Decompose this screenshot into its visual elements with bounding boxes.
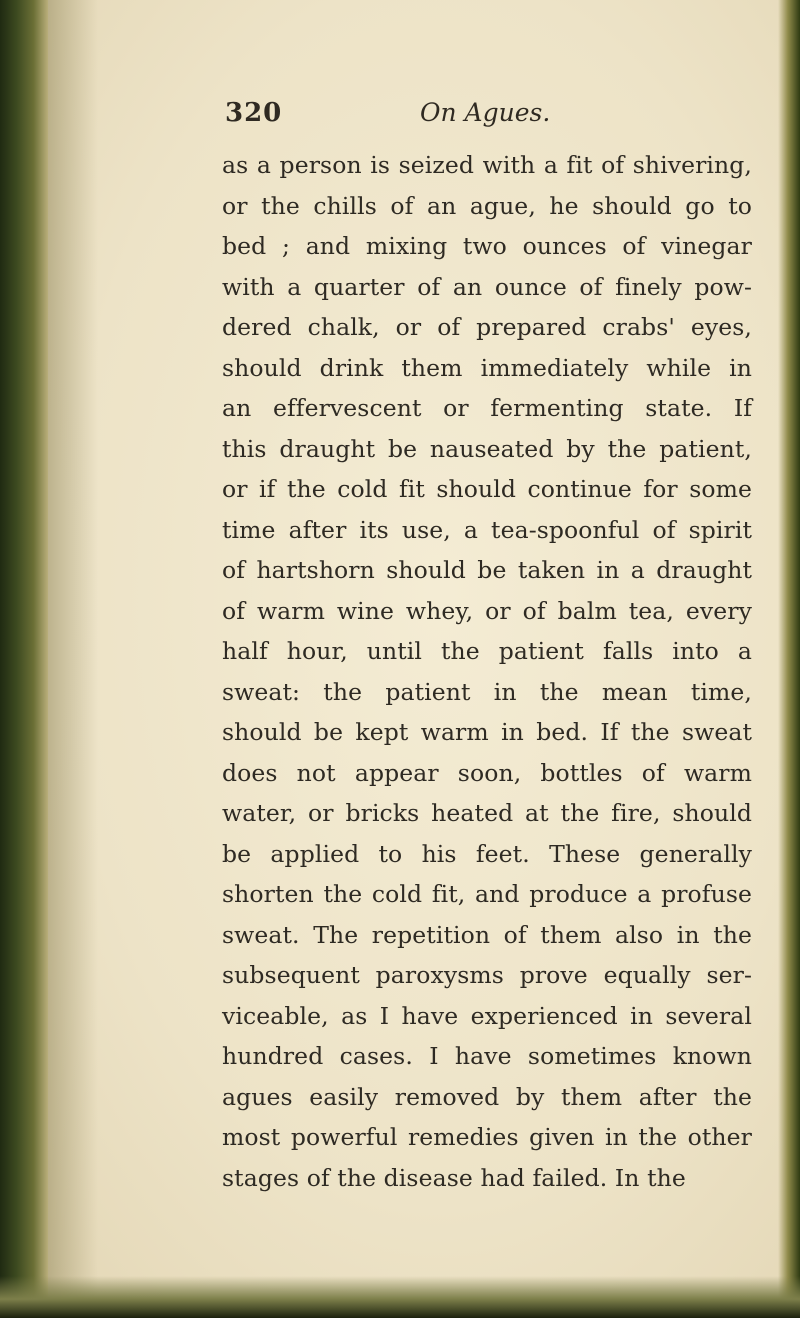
text-line: agues easily removed by them after the [222, 1082, 752, 1111]
text-line: sweat. The repetition of them also in the [222, 920, 752, 949]
text-line: water, or bricks heated at the fire, should [222, 799, 752, 827]
text-line: this draught be nauseated by the patient, [222, 434, 752, 463]
text-line: shorten the cold fit, and produce a profuse [222, 880, 752, 908]
text-line: as a person is seized with a fit of shivering, [222, 151, 752, 179]
text-line: bed ; and mixing two ounces of vinegar [222, 232, 752, 260]
gutter-fade [48, 0, 98, 1318]
text-line: viceable, as I have experienced in several [222, 1001, 752, 1030]
text-line: half hour, until the patient falls into a [222, 637, 752, 665]
text-line: hundred cases. I have sometimes known [222, 1042, 752, 1070]
text-line: be applied to his feet. These generally [222, 839, 752, 868]
page-edge-shadow [778, 0, 800, 1318]
text-line: time after its use, a tea-spoonful of spirit [222, 515, 752, 544]
text-line: dered chalk, or of prepared crabs' eyes, [222, 313, 752, 341]
book-binding-shadow [0, 0, 48, 1318]
page-number: 320 [225, 98, 283, 128]
text-line: or the chills of an ague, he should go to [222, 191, 752, 220]
text-line: or if the cold fit should continue for some [222, 475, 752, 503]
text-line: subsequent paroxysms prove equally ser- [222, 961, 752, 989]
text-line: with a quarter of an ounce of finely pow- [222, 272, 752, 301]
text-line: does not appear soon, bottles of warm [222, 758, 752, 787]
text-line: of hartshorn should be taken in a draught [222, 556, 752, 584]
text-line: of warm wine whey, or of balm tea, every [222, 596, 752, 625]
page-header [225, 98, 625, 128]
text-line: should be kept warm in bed. If the sweat [222, 718, 752, 746]
text-line: sweat: the patient in the mean time, [222, 677, 752, 706]
text-line: an effervescent or fermenting state. If [222, 394, 752, 422]
running-head: On Agues. [420, 98, 551, 127]
body-text [222, 145, 752, 1198]
text-line: stages of the disease had failed. In the [222, 1163, 686, 1192]
text-line: most powerful remedies given in the other [222, 1123, 752, 1151]
bottom-edge-shadow [0, 1276, 800, 1318]
text-line: should drink them immediately while in [222, 353, 752, 382]
